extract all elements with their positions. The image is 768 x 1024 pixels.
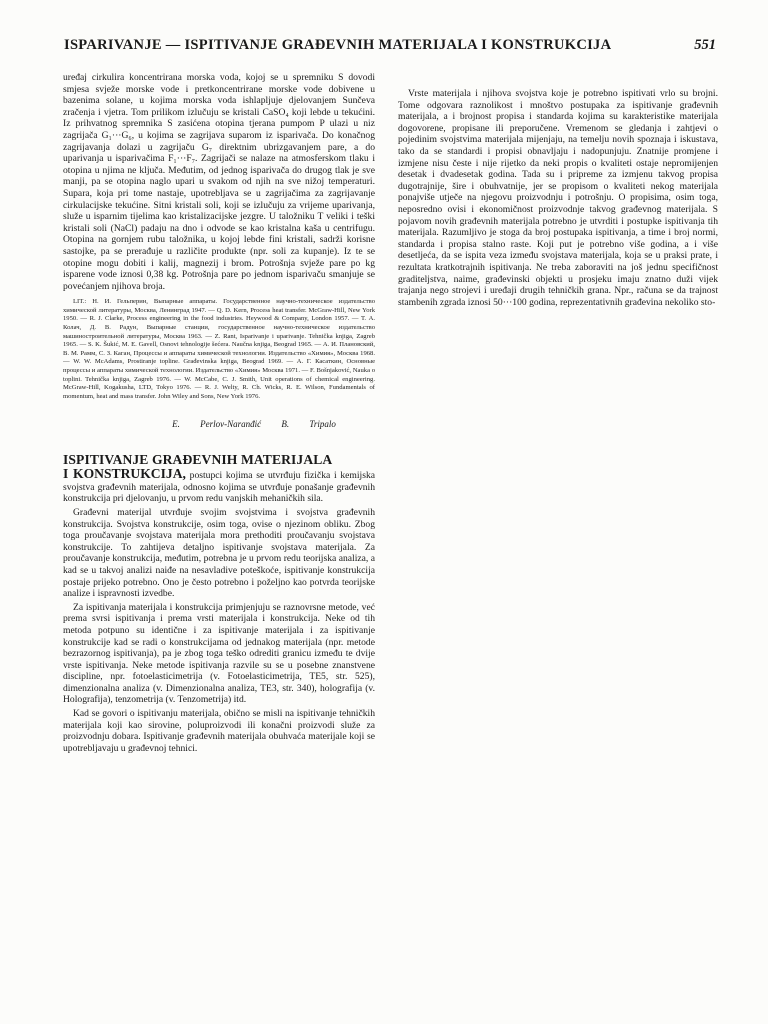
section-heading: ISPITIVANJE GRAĐEVNIH MATERIJALA — [63, 452, 333, 468]
left-column — [63, 72, 375, 1002]
running-head: ISPARIVANJE — ISPITIVANJE GRAĐEVNIH MATERIJALA I KONSTRUKCIJA — [64, 37, 612, 53]
paragraph-evaporator-description: uređaj cirkulira koncentrirana morska voda, kojoj se u spremniku S dovodi smjesa svježe morske vode i pretkoncentrirane morske vode dobivene u bazenima solane, u kojima morska voda ishlapljuje djelovanjem Sunčeva zračenja i vjetra. Tom prilikom izlučuju se kristali CaSO₄ koji lebde u tekućini. Iz prihvatnog spremnika S zasićena otopina tjerana pumpom P ulazi u niz zagrijača G₁···G₆, u kojima se zagrijava suparom iz isparivača. Do konačnog zagrijavanja dolazi u zagrijaču G₇ direktnim ubrizgavanjem pare, a do uparivanja u isparivačima F₁···F₇. Zagrijači se nalaze na atmosferskom tlaku i otopina u njima ne ključa. Međutim, od jednog isparivača do drugog tlak je sve manji, pa se otopina naglo upari u svakom od njih na sve nižoj temperaturi. Supara, koja pri tome nastaje, upotrebljava se u zagrijačima za zagrijavanje cirkulacijske tekućine. Sitni kristali soli, koji se izlučuju za vrijeme uparivanja, služe u isparnim tijelima kao kristalizacijske jezgre. U taložniku T veliki i teški kristali soli (NaCl) padaju na dno i odvode se kao kristalna kaša u centrifugu. Otopina na gornjem rubu taložnika, u kojoj lebde fini kristali, sadrži korisne sastojke, pa se prerađuje u različite produkte (npr. soli za kupanje). Iz te se otopine mogu dobiti i kalij, magnezij i brom. Potrošnja svježe pare po kg isparene vode iznosi 0,38 kg. Potrošnja pare po jednom isparivaču smanjuje se povećanjem njihova broja. — [63, 72, 375, 292]
section-gap — [63, 429, 375, 453]
paragraph-technical-materials: Kad se govori o ispitivanju materijala, obično se misli na ispitivanje tehničkih materijala koji kao sirovine, poluproizvodi ili konačni proizvodi služe za proizvodnju dobara. Ispitivanje građevnih materijala obuhvaća materijale koji se upotrebljavaju u građevnoj tehnici. — [63, 708, 375, 754]
paragraph-gap — [398, 72, 718, 88]
section-lead-paragraph — [63, 468, 375, 505]
paragraph-material-types: Vrste materijala i njihova svojstva koje je potrebno ispitivati vrlo su brojni. Tome odgovara raznolikost i mnoštvo postupaka za ispitivanje građevnih materijala, a i brojnost propisa i standarda kojima su karakteristike materijala dogovorene, propisane ili preporučene. Vremenom se gledanja i zahtjevi o pojedinim svojstvima materijala mijenjaju, na temelju novih spoznaja i iskustava, tako da se standardi i propisi obnavljaju i nadopunjuju. Znatnije promjene i izmjene nisu česte i nije rijetko da neki propis o kvaliteti ostaje nepromijenjen desetak i dvadesetak godina. Tada su i pripreme za izmjenu takvog propisa dugotrajnije, šire i obuhvatnije, jer se propisom o kvaliteti nekog materijala ponajviše utječe na njegovu proizvodnju i potrošnju. O propisima, osim toga, neposredno ovisi i ekonomičnost proizvodnje takvog građevnog materijala. S pojavom novih građevnih materijala potrebno je utvrditi i postupke ispitivanja tih materijala. Razumljivo je stoga da broj postupaka ispitivanja, a time i broj normi, standarda i propisa stalno raste. Koji put je potrebno više godina, a i više desetljeća, da se ispita veza između svojstava materijala, koja se u praksi prate, i rezultata kratkotrajnih ispitivanja. Ne treba zaboraviti na još jednu specifičnost graditeljstva, naime, građevinski objekti u prosjeku imaju znatno duži vijek trajanja nego strojevi i uređaji drugih tehničkih grana. Npr., računa se da trajnost stambenih zgrada iznosi 50···100 godina, reprezentativnih građevina nekoliko sto- — [398, 88, 718, 308]
literature-list: LIT.: Н. И. Гельперин, Выпарные аппараты. Государственное научно-техническое издательство химической литературы, Москва, Ленинград 1947. — Q. D. Kern, Process heat transfer. McGraw-Hill, New York 1950. — R. J. Clarke, Process engineering in the food industries. Heywood & Company, London 1957. — Т. А. Колач, Д. В. Радун, Выпарные станции, государственное научно-техническое издательство машиностроительной литературы, Москва 1963. — Z. Rant, Isparivanje i uparivanje. Tehnička knjiga, Zagreb 1965. — S. K. Šukić, M. E. Gavell, Osnovi tehnologije šećera. Naučna knjiga, Beograd 1965. — А. И. Плановский, В. М. Рамм, С. З. Каган, Процессы и аппараты химической технологии. Издательство «Химия», Москва 1968. — W. W. McAdams, Prostiranje topline. Građevinska knjiga, Beograd 1969. — А. Г. Касаткин, Основные процессы и аппараты химической технологии. Издательство «Химия» Москва 1971. — F. Bošnjaković, Nauka o toplini. Tehnička knjiga, Zagreb 1976. — W. McCabe, C. J. Smith, Unit operations of chemical engineering. McGraw-Hill, Kogakusha, LTD, Tokyo 1976. — R. J. Welty, R. Ch. Wicks, R. E. Wilson, Fundamentals of momentum, heat and mass transfer. John Wiley and Sons, New York 1976. — [63, 298, 375, 400]
section-lead-text: postupci kojima se utvrđuju fizička i kemijska svojstva građevnih materijala, odnosno kojima se utvrđuje ponašanje građevnih konstrukcija pri djelovanju, u prvom redu vanjskih mehaničkih sila. — [63, 470, 375, 505]
section-lead-run: I KONSTRUKCIJA, — [63, 466, 186, 482]
paragraph-materials-properties: Građevni materijal utvrđuje svojim svojstvima i svojstva građevnih konstrukcija. Svojstva konstrukcije, osim toga, ovise o njezinom obliku. Zbog toga proučavanje svojstava materijala mora prethoditi proučavanju svojstava konstrukcije. To zahtijeva detaljno ispitivanje svojstava materijala. Za proučavanje konstrukcija, međutim, potrebna je u prvom redu teorijska analiza, a kad se u takvoj analizi naiđe na nesavladive poteškoće, ispitivanje konstrukcija postaje prijeko potrebno. Ono je često potrebno i poželjno kao potvrda teorijske analize i ispravnosti izvedbe. — [63, 506, 375, 600]
right-column — [398, 72, 718, 1002]
page-number: 551 — [694, 37, 716, 53]
article-authors: E. Perlov-Naranđić B. Tripalo — [172, 419, 336, 430]
paragraph-testing-methods: Za ispitivanja materijala i konstrukcija primjenjuju se raznovrsne metode, već prema svrsi ispitivanja i prema vrsti materijala i konstrukcija. Neke od tih metoda potpuno su identične i za ispitivanje materijala i za ispitivanje konstrukcije kad se radi o konstrukcijama od jednakog materijala (npr. metode bezrazornog ispitivanja), pa je zbog toga teško odrediti granicu između te dvije vrste ispitivanja. Neke metode ispitivanja razvile su se u posebne znanstvene discipline, npr. fotoelasticimetrija (v. Fotoelasticimetrija, TE5, str. 525), dimenzionalna analiza (v. Dimenzionalna analiza, TE3, str. 340), holografija (v. Holografija), tenzometrija (v. Tenzometrija) itd. — [63, 601, 375, 706]
